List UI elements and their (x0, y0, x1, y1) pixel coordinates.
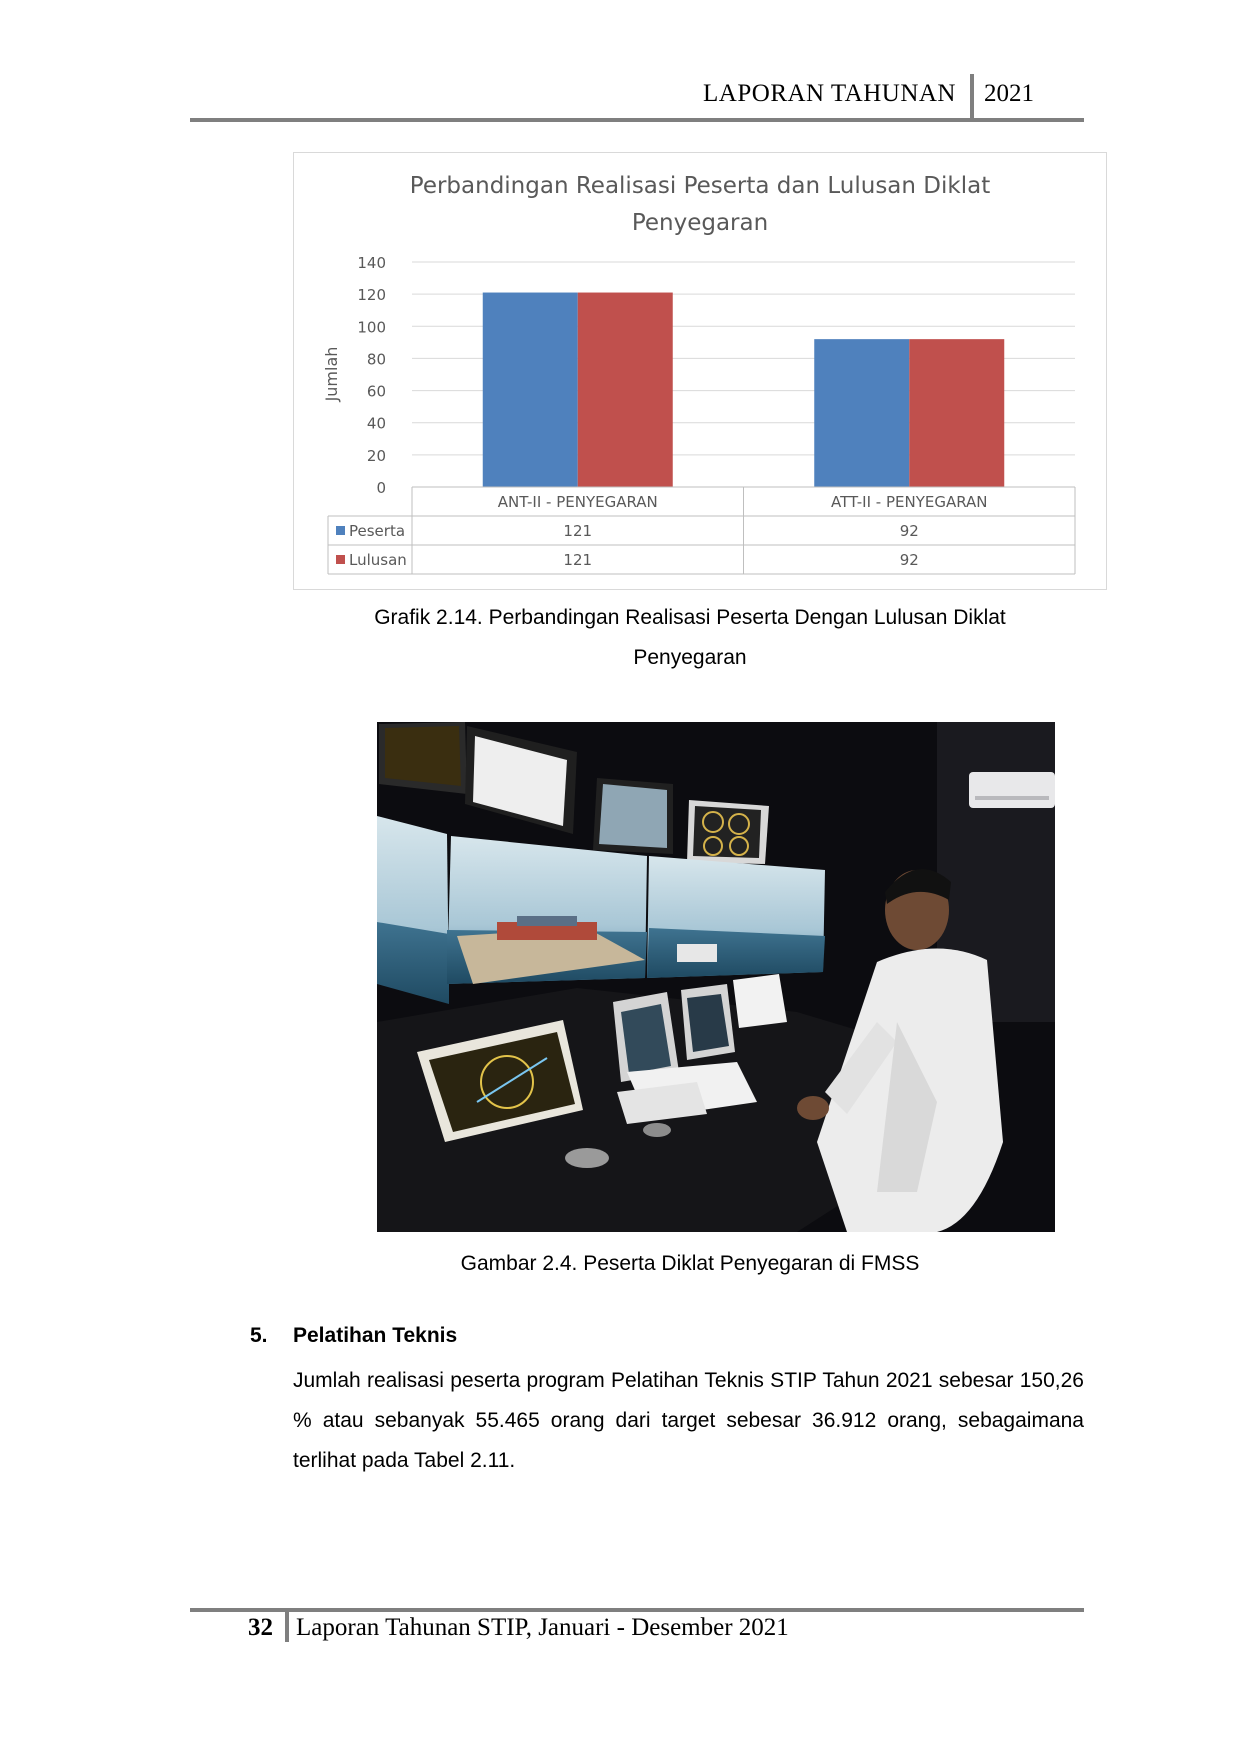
chart-title-line-2: Penyegaran (631, 210, 769, 236)
section-body: Jumlah realisasi peserta program Pelatihan Teknis STIP Tahun 2021 sebesar 150,26 % atau sebanyak 55.465 orang dari target sebesar 36.912 orang, sebagaimana terlihat pada Tabel 2.11. (293, 1369, 1084, 1472)
y-tick-label: 40 (366, 414, 386, 433)
bar-peserta (814, 339, 909, 487)
chart-caption: Grafik 2.14. Perbandingan Realisasi Peserta Dengan Lulusan Diklat Penyegaran (374, 606, 1006, 669)
legend-swatch-lulusan (336, 555, 345, 564)
legend-label-peserta: Peserta (349, 522, 406, 540)
x-tick-label: ATT-II - PENYEGARAN (830, 493, 988, 511)
photo-caption: Gambar 2.4. Peserta Diklat Penyegaran di FMSS (460, 1252, 920, 1275)
bar-chart (293, 152, 1105, 588)
bar-lulusan (909, 339, 1004, 487)
section-title: Pelatihan Teknis (293, 1324, 458, 1347)
footer-divider (285, 1612, 289, 1642)
legend-label-lulusan: Lulusan (349, 551, 407, 569)
header-title: LAPORAN TAHUNAN (703, 80, 956, 107)
y-tick-label: 80 (366, 350, 386, 369)
data-label: 121 (563, 522, 593, 540)
bar-peserta (483, 293, 578, 487)
section-number: 5. (250, 1324, 268, 1347)
legend-swatch-peserta (336, 526, 345, 535)
y-tick-label: 140 (357, 254, 386, 272)
y-tick-label: 100 (357, 318, 386, 337)
page-number: 32 (248, 1614, 273, 1641)
bar-lulusan (578, 293, 673, 487)
data-label: 92 (899, 522, 919, 540)
x-tick-label: ANT-II - PENYEGARAN (497, 493, 658, 511)
simulator-photo (377, 722, 1055, 1232)
chart-title-line-1: Perbandingan Realisasi Peserta dan Lulusan Diklat (409, 173, 991, 199)
data-label: 121 (563, 551, 593, 569)
header-rule (190, 118, 1084, 122)
y-tick-label: 120 (357, 286, 386, 305)
footer-text: Laporan Tahunan STIP, Januari - Desember 2021 (296, 1614, 789, 1641)
y-tick-label: 60 (366, 382, 386, 401)
y-axis-label: Jumlah (322, 346, 341, 402)
footer-rule (190, 1608, 1084, 1612)
header-year: 2021 (984, 80, 1034, 107)
data-label: 92 (899, 551, 919, 569)
y-tick-label: 20 (366, 446, 386, 465)
header-divider (970, 74, 974, 122)
y-tick-label: 0 (376, 479, 386, 497)
